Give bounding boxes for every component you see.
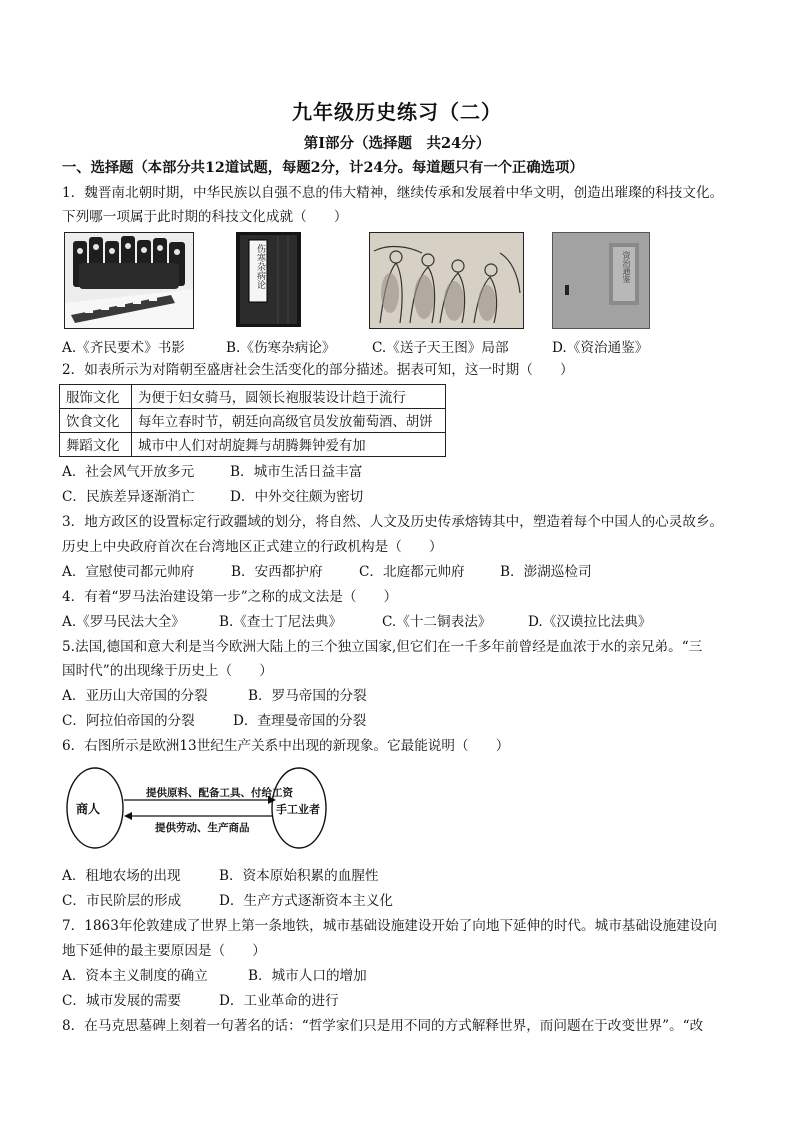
q5-option-c[interactable]: C．阿拉伯帝国的分裂 [62,713,195,729]
q5-option-a[interactable]: A．亚历山大帝国的分裂 [62,688,208,704]
q2-options-row2 [62,487,363,507]
table-row [60,385,446,409]
painting-image [369,232,524,329]
q6-option-b[interactable]: B．资本原始积累的血腥性 [219,868,379,884]
q8-stem-line1: 8．在马克思墓碑上刻着一句著名的话：“哲学家们只是用不同的方式解释世界，而问题在于改变世界”。“改 [62,1018,704,1034]
q2-options-row1 [62,462,362,482]
table-cell: 饮食文化 [60,409,132,433]
table-cell: 舞蹈文化 [60,433,132,457]
q2-option-c[interactable]: C．民族差异逐渐消亡 [62,489,195,505]
q5-option-d[interactable]: D．查理曼帝国的分裂 [233,713,367,729]
q6-options-row2 [62,891,393,911]
book-stack-icon [65,233,193,328]
q6-stem: 6．右图所示是欧洲13世纪生产关系中出现的新现象。它最能说明（ ） [62,738,510,754]
q2-option-b[interactable]: B．城市生活日益丰富 [230,464,363,480]
diagram-top-arrow-label: 提供原料、配备工具、付给工资 [146,787,293,799]
scroll-label: 资治通鉴 [622,251,631,283]
q5-option-b[interactable]: B．罗马帝国的分裂 [248,688,367,704]
q6-option-a[interactable]: A．租地农场的出现 [62,868,181,884]
q6-option-c[interactable]: C．市民阶层的形成 [62,893,182,909]
section-heading: 一、选择题（本部分共12道试题，每题2分，计24分。每道题只有一个正确选项） [62,160,584,176]
q4-option-d[interactable]: D.《汉谟拉比法典》 [528,614,652,630]
table-cell: 每年立春时节，朝廷向高级官员发放葡萄酒、胡饼 [132,409,446,433]
q3-option-a[interactable]: A．宣慰使司都元帅府 [62,564,195,580]
diagram-bottom-arrow-label: 提供劳动、生产商品 [155,822,250,834]
diagram-left-node: 商人 [76,802,101,816]
table-row [60,409,446,433]
book-stack-image [64,232,194,329]
q4-option-c[interactable]: C.《十二铜表法》 [382,614,492,630]
q2-table [59,384,446,457]
scroll-image [552,232,650,329]
q5-options-row1 [62,686,367,706]
book-cover-title: 伤寒杂病论 [255,244,265,289]
caption-b: B.《伤寒杂病论》 [226,340,336,356]
q3-stem-line1: 3．地方政区的设置标定行政疆域的划分，将自然、人文及历史传承熔铸其中，塑造着每个中国人的心灵故乡。 [62,514,724,530]
book-cover-icon [236,232,301,327]
caption-a: A.《齐民要术》书影 [62,340,185,356]
figures-painting-icon [370,233,523,328]
q7-options-row2 [62,991,339,1011]
q3-option-c[interactable]: C．北庭都元帅府 [359,564,465,580]
q1-stem-line2: 下列哪一项属于此时期的科技文化成就（ ） [62,209,348,225]
table-row [60,433,446,457]
q5-stem-line2: 国时代”的出现缘于历史上（ ） [62,663,273,679]
caption-d: D.《资治通鉴》 [552,340,649,356]
caption-c: C.《送子天王图》局部 [372,340,509,356]
table-cell: 服饰文化 [60,385,132,409]
q2-stem: 2．如表所示为对隋朝至盛唐社会生活变化的部分描述。据表可知，这一时期（ ） [62,362,574,378]
q2-option-a[interactable]: A．社会风气开放多元 [62,464,195,480]
q7-option-d[interactable]: D．工业革命的进行 [219,993,339,1009]
q3-option-d[interactable]: B．澎湖巡检司 [500,564,592,580]
q2-option-d[interactable]: D．中外交往颇为密切 [230,489,364,505]
q6-option-d[interactable]: D．生产方式逐渐资本主义化 [219,893,394,909]
q7-option-b[interactable]: B．城市人口的增加 [248,968,367,984]
q3-stem-line2: 历史上中央政府首次在台湾地区正式建立的行政机构是（ ） [62,539,443,555]
part-subtitle: 第Ⅰ部分（选择题 共24分） [303,135,491,152]
q5-options-row2 [62,711,366,731]
exam-title: 九年级历史练习（二） [292,100,502,124]
q7-option-a[interactable]: A．资本主义制度的确立 [62,968,208,984]
q5-stem-line1: 5.法国,德国和意大利是当今欧洲大陆上的三个独立国家,但它们在一千多年前曾经是血浓于水的亲兄弟。“三 [62,639,703,655]
book-cover-image [236,232,301,327]
q6-relation-diagram [62,764,332,856]
q4-option-a[interactable]: A.《罗马民法大全》 [62,614,185,630]
table-cell: 为便于妇女骑马，圆领长袍服装设计趋于流行 [132,385,446,409]
q7-option-c[interactable]: C．城市发展的需要 [62,993,182,1009]
q7-stem-line1: 7．1863年伦敦建成了世界上第一条地铁，城市基础设施建设开始了向地下延伸的时代。城市基础设施建设向 [62,918,717,934]
q4-options [62,612,652,632]
q4-option-b[interactable]: B.《查士丁尼法典》 [219,614,343,630]
q3-options [62,562,592,582]
q1-stem-line1: 1．魏晋南北朝时期，中华民族以自强不息的伟大精神，继续传承和发展着中华文明，创造出璀璨的科技文化。 [62,185,724,201]
q7-options-row1 [62,966,367,986]
q3-option-b[interactable]: B．安西都护府 [231,564,323,580]
table-cell: 城市中人们对胡旋舞与胡腾舞钟爱有加 [132,433,446,457]
q4-stem: 4．有着“罗马法治建设第一步”之称的成文法是（ ） [62,589,398,605]
diagram-right-node: 手工业者 [276,803,320,816]
scroll-icon [553,233,649,328]
q6-options-row1 [62,866,379,886]
q7-stem-line2: 地下延伸的最主要原因是（ ） [62,943,266,959]
